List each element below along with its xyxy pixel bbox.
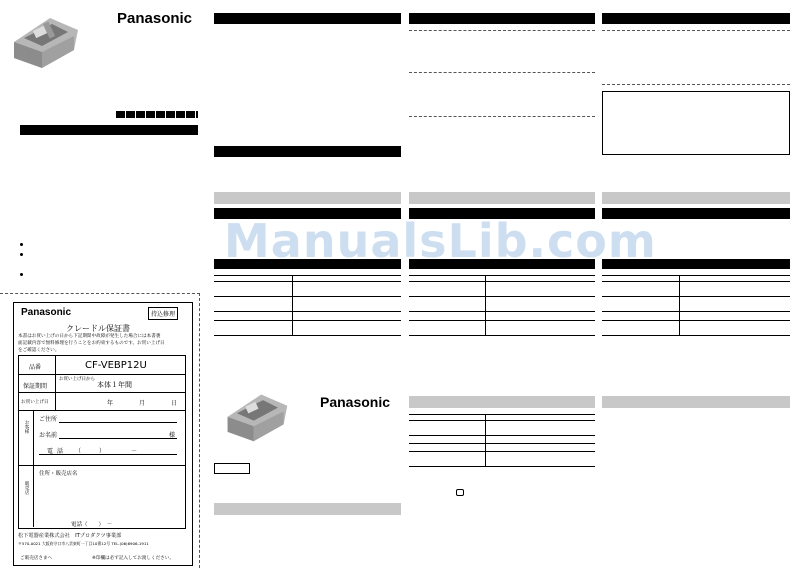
intro-line: 本書はお買い上げの日から下記期間中故障が発生した場合には本書裏 bbox=[18, 334, 161, 339]
cradle-illustration bbox=[8, 12, 83, 70]
purchase-label: お買い上げ日 bbox=[21, 400, 49, 405]
reference-icon bbox=[456, 489, 464, 496]
year-label: 年 bbox=[107, 400, 114, 407]
bullet bbox=[20, 273, 23, 276]
note-box bbox=[602, 91, 790, 155]
section-header-bar bbox=[214, 13, 401, 24]
spec-table bbox=[602, 275, 790, 336]
watermark: ManualsLib.com bbox=[224, 214, 657, 268]
spec-table bbox=[409, 275, 595, 336]
warranty-from: お買い上げ日から bbox=[59, 377, 95, 382]
repair-stamp: 持込修理 bbox=[148, 307, 178, 320]
dotted-divider bbox=[409, 116, 595, 117]
intro-line: をご確認ください。 bbox=[18, 348, 60, 353]
gray-section-bar bbox=[214, 192, 401, 204]
maker-address: 〒570-0021 大阪府守口市八雲東町一丁目10番12号 TEL.(06)6906-1911 bbox=[18, 541, 149, 546]
small-box bbox=[214, 463, 250, 474]
cut-line-vertical bbox=[199, 293, 200, 568]
spec-table bbox=[214, 275, 401, 336]
phone-label: 電話 bbox=[47, 448, 68, 455]
maker-name: 松下電器産業株式会社 ITプロダクツ事業部 bbox=[18, 533, 122, 539]
card-title: クレードル保証書 bbox=[66, 324, 130, 333]
dotted-divider bbox=[409, 72, 595, 73]
warranty-card bbox=[13, 302, 193, 566]
bullet bbox=[20, 243, 23, 246]
gray-section-bar bbox=[409, 192, 595, 204]
day-label: 日 bbox=[171, 400, 178, 407]
dotted-divider bbox=[409, 30, 595, 31]
footer-right: ※印欄は必ず記入してお渡しください。 bbox=[92, 556, 174, 561]
honorific: 様 bbox=[169, 432, 176, 439]
cradle-illustration bbox=[222, 388, 292, 444]
section-header-bar bbox=[20, 125, 198, 135]
address-label: ご住所 bbox=[39, 416, 58, 423]
spec-table bbox=[409, 414, 595, 467]
name-label: お名前 bbox=[39, 432, 58, 439]
card-logo: Panasonic bbox=[21, 307, 72, 318]
dotted-divider bbox=[602, 84, 790, 85]
dark-strip-small bbox=[116, 111, 198, 118]
customer-label: お客様 bbox=[24, 420, 29, 434]
form-frame bbox=[18, 355, 186, 529]
gray-section-bar bbox=[409, 396, 595, 408]
product-label: 品番 bbox=[29, 364, 42, 371]
section-header-bar bbox=[602, 13, 790, 24]
phone-paren-close: ） bbox=[99, 448, 106, 455]
warranty-period: 本体１年間 bbox=[97, 381, 132, 389]
dotted-divider bbox=[602, 30, 790, 31]
brand-logo: Panasonic bbox=[117, 10, 193, 27]
dealer-label: 販売店 bbox=[24, 481, 29, 495]
phone-dash: － bbox=[131, 448, 138, 455]
gray-section-bar bbox=[602, 192, 790, 204]
gray-section-bar bbox=[214, 503, 401, 515]
section-header-bar bbox=[409, 13, 595, 24]
footer-left: ご販売店さまへ bbox=[20, 556, 53, 561]
dealer-address: 住所・販売店名 bbox=[39, 471, 78, 477]
phone-paren-open: （ bbox=[75, 448, 82, 455]
product-number: CF-VEBP12U bbox=[85, 360, 147, 371]
cut-line-horizontal bbox=[0, 293, 200, 294]
gray-section-bar bbox=[602, 396, 790, 408]
dealer-phone: 電話（ ） － bbox=[71, 522, 113, 528]
brand-logo: Panasonic bbox=[320, 394, 391, 410]
month-label: 月 bbox=[139, 400, 146, 407]
section-header-bar bbox=[214, 146, 401, 157]
bullet bbox=[20, 253, 23, 256]
warranty-label: 保証期間 bbox=[23, 383, 48, 390]
intro-line: 面記載内容で無料修理を行うことをお約束するものです。お買い上げ日 bbox=[18, 341, 165, 346]
